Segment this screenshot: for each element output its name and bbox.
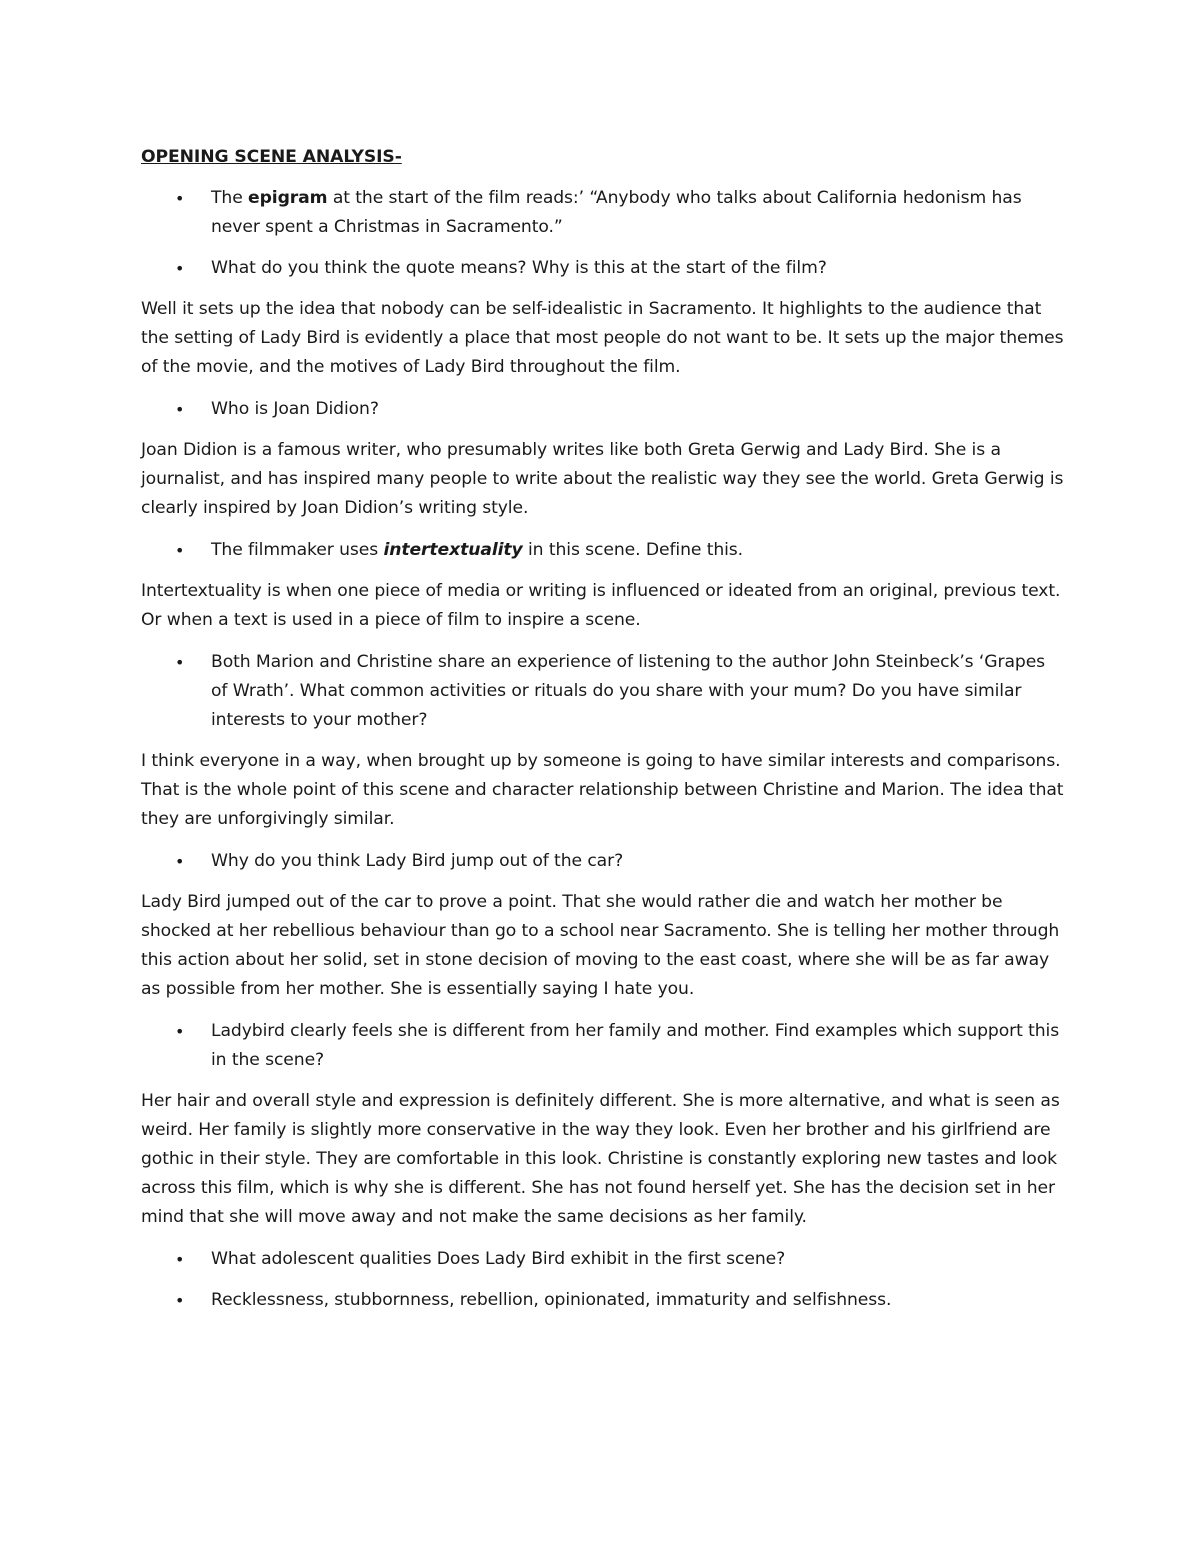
question-joan-didion <box>141 395 1066 424</box>
answer-intertextuality: Intertextuality is when one piece of media or writing is influenced or ideated from an original, previous text. Or when a text is used in a piece of film to inspire a scene. <box>141 581 1061 630</box>
question-jump-out-car <box>141 847 1066 876</box>
answer-adolescent-qualities <box>141 1286 1066 1315</box>
answer-jump-out-car: Lady Bird jumped out of the car to prove a point. That she would rather die and watch her mother be shocked at her rebellious behaviour than go to a school near Sacramento. She is telling her mother through this action about her solid, set in stone decision of moving to the east coast, where she will be as far away as possible from her mother. She is essentially saying I hate you. <box>141 892 1060 999</box>
question-emphasis-term: intertextuality <box>383 540 523 560</box>
bullet-icon: • <box>175 1250 185 1269</box>
document-page <box>141 143 1066 1327</box>
question-intertextuality <box>141 536 1066 565</box>
question-epigram <box>141 184 1066 242</box>
bullet-icon: • <box>175 852 185 871</box>
answer-text: Recklessness, stubbornness, rebellion, opinionated, immaturity and selfishness. <box>211 1290 892 1310</box>
bullet-icon: • <box>175 541 185 560</box>
question-text: Why do you think Lady Bird jump out of the car? <box>211 851 624 871</box>
question-text: What adolescent qualities Does Lady Bird exhibit in the first scene? <box>211 1249 786 1269</box>
bullet-icon: • <box>175 1022 185 1041</box>
bullet-icon: • <box>175 189 185 208</box>
answer-quote-meaning: Well it sets up the idea that nobody can be self-idealistic in Sacramento. It highlights to the audience that the setting of Lady Bird is evidently a place that most people do not want to be. It sets up the major themes of the movie, and the motives of Lady Bird throughout the film. <box>141 299 1064 377</box>
answer-shared-experience: I think everyone in a way, when brought up by someone is going to have similar interests and comparisons. That is the whole point of this scene and character relationship between Christine and Marion. The idea that they are unforgivingly similar. <box>141 751 1064 829</box>
question-text: Both Marion and Christine share an experience of listening to the author John Steinbeck’s ‘Grapes of Wrath’. What common activities or rituals do you share with your mum? Do you have similar interests to your mother? <box>211 652 1046 730</box>
question-text: Ladybird clearly feels she is different from her family and mother. Find examples which support this in the scene? <box>211 1021 1060 1070</box>
question-quote-meaning <box>141 254 1066 283</box>
question-different-family <box>141 1017 1066 1075</box>
answer-different-family: Her hair and overall style and expression is definitely different. She is more alternative, and what is seen as weird. Her family is slightly more conservative in the way they look. Even her brother and his girlfriend are gothic in their style. They are comfortable in this look. Christine is constantly exploring new tastes and look across this film, which is why she is different. She has not found herself yet. She has the decision set in her mind that she will move away and not make the same decisions as her family. <box>141 1091 1060 1227</box>
question-adolescent-qualities <box>141 1245 1066 1274</box>
question-text-post: in this scene. Define this. <box>522 540 744 560</box>
question-bold-term: epigram <box>248 188 328 208</box>
bullet-icon: • <box>175 653 185 672</box>
question-text: Who is Joan Didion? <box>211 399 379 419</box>
question-text-pre: The <box>211 188 249 208</box>
question-text-post: at the start of the film reads:’ “Anybody who talks about California hedonism has never spent a Christmas in Sacramento.” <box>211 188 1022 237</box>
page-title: OPENING SCENE ANALYSIS- <box>141 147 402 167</box>
bullet-icon: • <box>175 400 185 419</box>
bullet-icon: • <box>175 259 185 278</box>
bullet-icon: • <box>175 1291 185 1310</box>
answer-joan-didion: Joan Didion is a famous writer, who presumably writes like both Greta Gerwig and Lady Bird. She is a journalist, and has inspired many people to write about the realistic way they see the world. Greta Gerwig is clearly inspired by Joan Didion’s writing style. <box>141 440 1064 518</box>
question-text: What do you think the quote means? Why is this at the start of the film? <box>211 258 827 278</box>
question-text-pre: The filmmaker uses <box>211 540 384 560</box>
question-shared-experience <box>141 648 1066 735</box>
